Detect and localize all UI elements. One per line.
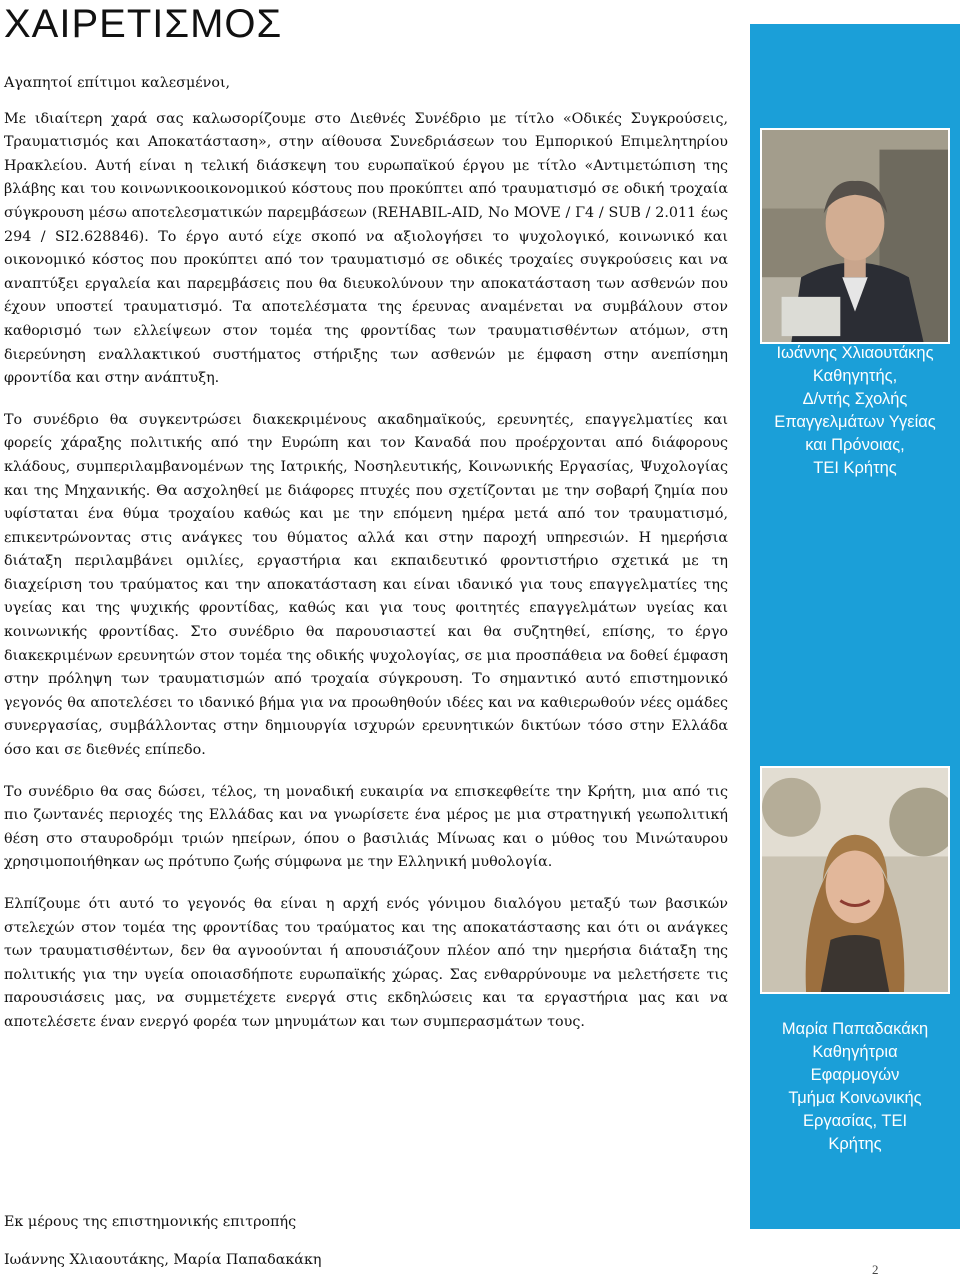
person2-school: Εφαρμογών bbox=[810, 1066, 900, 1084]
caption-person1 bbox=[750, 342, 960, 480]
letter-body bbox=[4, 72, 728, 1053]
person2-dept1: Τμήμα Κοινωνικής bbox=[788, 1089, 922, 1107]
person1-school: Δ/ντής Σχολής bbox=[802, 390, 908, 408]
person1-name: Ιωάννης Χλιαουτάκης bbox=[776, 344, 934, 362]
page-number: 2 bbox=[872, 1262, 879, 1277]
person2-role: Καθηγήτρια bbox=[812, 1043, 898, 1061]
sidebar bbox=[750, 24, 960, 1229]
greeting: Αγαπητοί επίτιμοι καλεσμένοι, bbox=[4, 75, 231, 91]
page-title: ΧΑΙΡΕΤΙΣΜΟΣ bbox=[4, 2, 283, 46]
signoff-names: Ιωάννης Χλιαουτάκης, Μαρία Παπαδακάκη bbox=[4, 1252, 322, 1268]
paragraph-crete: Το συνέδριο θα σας δώσει, τέλος, τη μοναδική ευκαιρία να επισκεφθείτε την Κρήτη, μια από τις πιο ζωντανές περιοχές της Ελλάδας και να γνωρίσετε ένα μέρος με μια στρατηγική γεωπολιτική θέση στο σταυροδρόμι τριών ηπείρων, όπου ο βασιλιάς Μίνωας και ο μύθος του Μινώταυρου χρησιμοποιήθηκαν ως πρότυπο ζωής σύμφωνα με την Ελληνική μυθολογία. bbox=[4, 783, 728, 871]
caption-person2 bbox=[750, 1018, 960, 1156]
person2-name: Μαρία Παπαδακάκη bbox=[781, 1020, 929, 1038]
person2-dept2: Εργασίας, ΤΕΙ bbox=[802, 1112, 908, 1130]
paragraph-intro: Με ιδιαίτερη χαρά σας καλωσορίζουμε στο Διεθνές Συνέδριο με τίτλο «Οδικές Συγκρούσεις, Τραυματισμός και Αποκατάσταση», στην αίθουσα Συνεδριάσεων του Εμπορικού Επιμελητηρίου Ηρακλείου. Αυτή είναι η τελική διάσκεψη του ευρωπαϊκού έργου με τίτλο «Αντιμετώπιση της βλάβης και του κοινωνικοοικονομικού κόστους που προκύπτει από τραυματισμό σε οδική τροχαία σύγκρουση μέσω αποτελεσματικών παρεμβάσεων (REHABIL-AID, No MOVE / Γ4 / SUB / 2.011 έως 294 / SI2.628846). Το έργο αυτό είχε σκοπό να αξιολογήσει το ψυχολογικό, κοινωνικό και οικονομικό κόστος που προκύπτει από τον τραυματισμό σε οδικές τροχαίες συγκρούσεις και να αναπτύξει εργαλεία και παρεμβάσεις που θα διευκολύνουν την αποκατάσταση των ασθενών που έχουν υποστεί τραυματισμό. Τα αποτελέσματα της έρευνας αναμένεται να συμβάλουν στον καθορισμό των ελλείψεων στον τομέα της φροντίδας των τραυματισθέντων ατόμων, στη διερεύνηση εναλλακτικού συστήματος στήριξης των ασθενών με έμφαση στην ανεπίσημη φροντίδα και στην ανάπτυξη. bbox=[4, 110, 728, 387]
person1-dept2: και Πρόνοιας, bbox=[805, 436, 905, 454]
paragraph-conference: Το συνέδριο θα συγκεντρώσει διακεκριμένους ακαδημαϊκούς, ερευνητές, επαγγελματίες και φορείς χάραξης πολιτικής από την Ευρώπη και τον Καναδά που προέρχονται από διάφορους κλάδους, συμπεριλαμβανομένων της Ιατρικής, Νοσηλευτικής, Κοινωνικής Εργασίας, Ψυχολογίας και της Μηχανικής. Θα ασχοληθεί με διάφορες πτυχές που σχετίζονται με την σοβαρή ζημία που υφίσταται ένα θύμα τροχαίου καθώς και με την επόμενη ημέρα μετά από τον τραυματισμό, επικεντρώνοντας στις ανάγκες του θύματος αλλά και στην παροχή υπηρεσιών. Η ημερήσια διάταξη περιλαμβάνει ομιλίες, εργαστήρια και εκπαιδευτικό φροντιστήριο σχετικά με τη διαχείριση του τραύματος και την αποκατάσταση και είναι ιδανικό για τους επαγγελματίες της υγείας και της ψυχικής φροντίδας, καθώς και για τους φοιτητές επαγγελμάτων υγείας και κοινωνικής φροντίδας. Στο συνέδριο θα παρουσιαστεί και θα συζητηθεί, επίσης, το έργο διακεκριμένων ερευνητών στον τομέα της οδικής ψυχολογίας, σε μια προσπάθεια να δοθεί έμφαση στην πρόληψη των τραυματισμών από τροχαία σύγκρουση. Το σημαντικό αυτό επιστημονικό γεγονός θα αποτελέσει το ιδανικό βήμα για να προωθηθούν ιδέες και να καθιερωθούν νέες ομάδες συνεργασίας, συμβάλλοντας στην δημιουργία ισχυρών ερευνητικών δικτύων τόσο στην Ελλάδα όσο και σε διεθνές επίπεδο. bbox=[4, 411, 728, 759]
paragraph-closing: Ελπίζουμε ότι αυτό το γεγονός θα είναι η αρχή ενός γόνιμου διαλόγου μεταξύ των βασικών στελεχών στον τομέα της φροντίδας του τραύματος και της αποκατάστασης και ότι οι ανάγκες των τραυματισθέντων, δεν θα αγνοούνται ή απουσιάζουν πλέον από την ημερήσια διάταξη της πολιτικής για την υγεία οποιασδήποτε ευρωπαϊκής χώρας. Σας ενθαρρύνουμε να μελετήσετε τις παρουσιάσεις μας, να συμμετέχετε ενεργά στις εκδηλώσεις και τα εργαστήρια μας και να αποτελέσετε έναν ενεργό φορέα των μηνυμάτων και των συμπερασμάτων τους. bbox=[4, 896, 728, 1030]
person2-inst: Κρήτης bbox=[828, 1135, 882, 1153]
portrait-photo-man bbox=[760, 128, 950, 344]
signoff-committee: Εκ μέρους της επιστημονικής επιτροπής bbox=[4, 1214, 297, 1230]
portrait-photo-woman bbox=[760, 766, 950, 994]
person1-inst: ΤΕΙ Κρήτης bbox=[813, 459, 897, 477]
person1-role: Καθηγητής, bbox=[812, 367, 898, 385]
person1-dept1: Επαγγελμάτων Υγείας bbox=[774, 413, 936, 431]
